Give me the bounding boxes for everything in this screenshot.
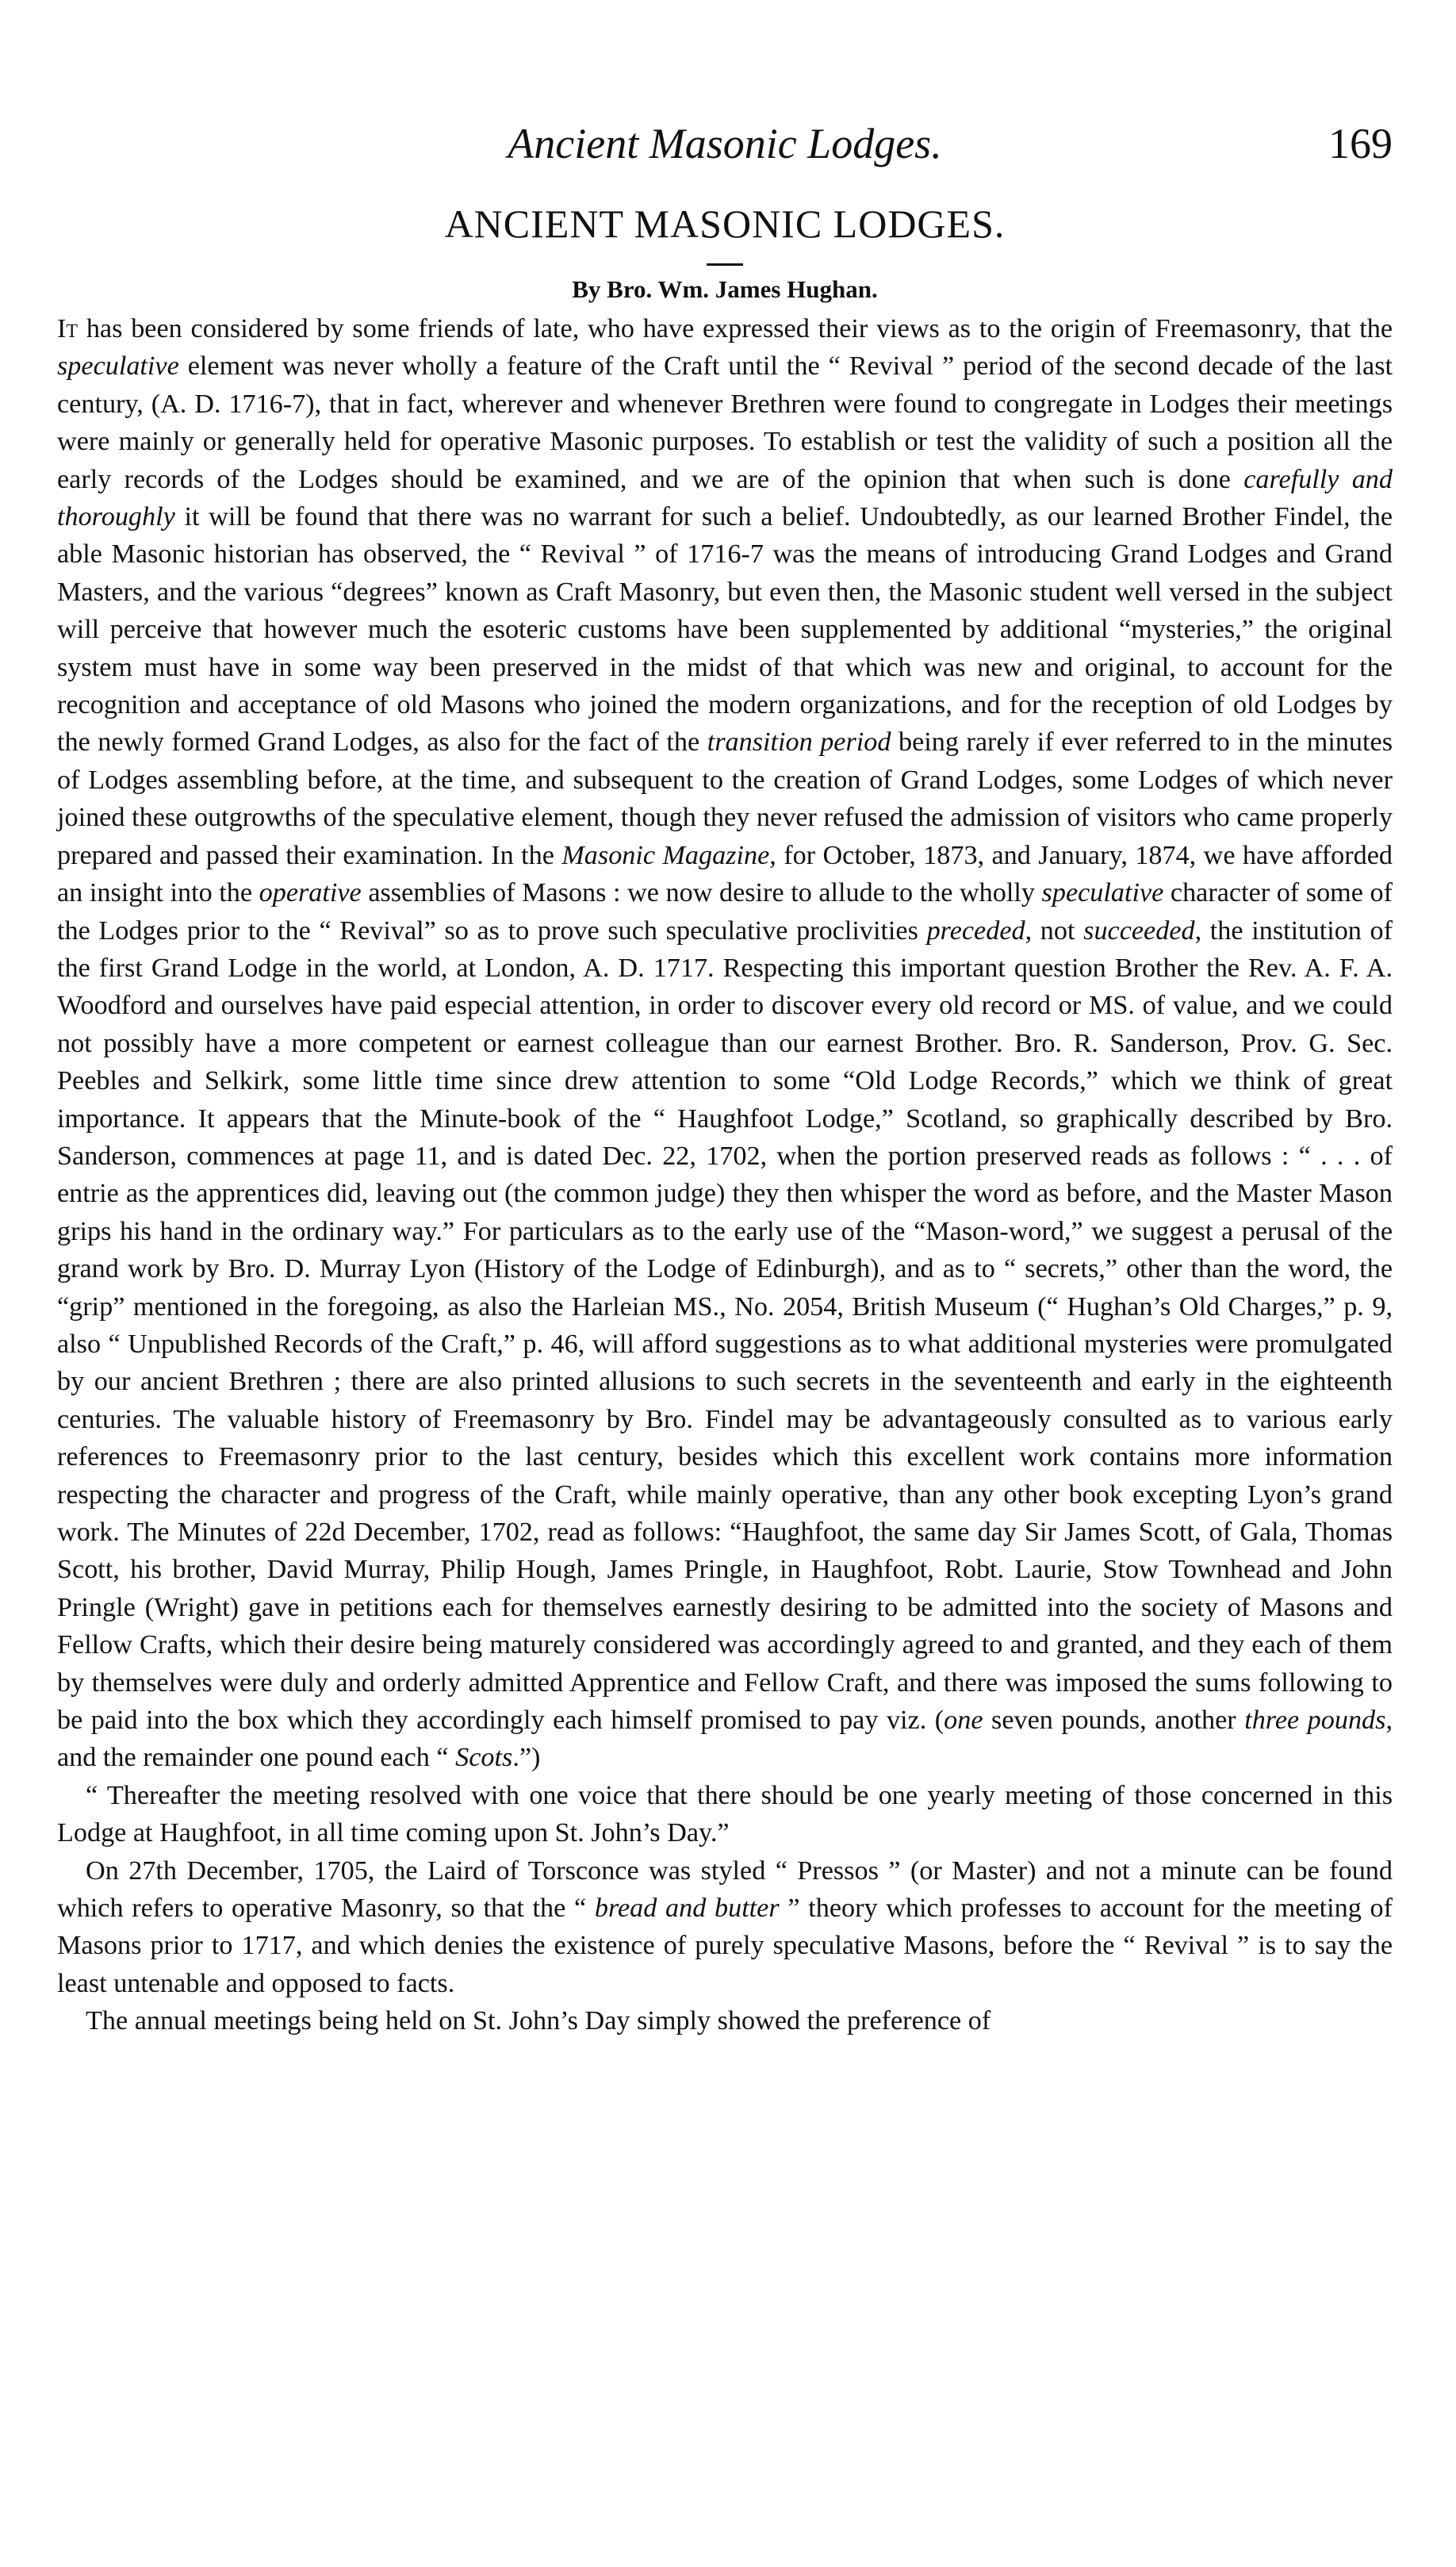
italic-text: preceded [926, 915, 1025, 946]
italic-text: operative [259, 878, 362, 908]
paragraph: “ Thereafter the meeting resolved with one voice that there should be one yearly meeting of those concerned in this Lodge at Haughfoot, in all time coming upon St. John’s Day.” [57, 1780, 1393, 1848]
paragraph-lead: It [57, 314, 79, 343]
italic-text: bread and butter [594, 1894, 780, 1924]
running-header [57, 119, 1393, 182]
page-number: 169 [1328, 120, 1393, 167]
article-body [57, 310, 1393, 2040]
italic-text: succeeded [1083, 915, 1195, 946]
byline: By Bro. Wm. James Hughan. [572, 275, 878, 303]
italic-text: Scots [455, 1743, 513, 1773]
italic-text: one [944, 1706, 983, 1736]
italic-text: carefully and thoroughly [57, 464, 1393, 532]
page [57, 119, 1393, 2040]
italic-text: Masonic Magazine [561, 840, 770, 870]
paragraph: It has been considered by some friends of late, who have expressed their views as to the origin of Freemasonry, that the speculative element was never wholly a feature of the Craft until the “ Revival ” period of the second decade of the last century, (A. D. 1716-7), that in fact, wherever and whenever Brethren were found to congregate in Lodges their meetings were mainly or generally held for operative Masonic purposes. To establish or test the validity of such a position all the early records of the Lodges should be examined, and we are of the opinion that when such is done carefully and thoroughly it will be found that there was no warrant for such a belief. Undoubtedly, as our learned Brother Findel, the able Masonic historian has observed, the “ Revival ” of 1716-7 was the means of introducing Grand Lodges and Grand Masters, and the various “degrees” known as Craft Masonry, but even then, the Masonic student well versed in the subject will perceive that however much the esoteric customs have been supplemented by additional “mysteries,” the original system must have in some way been preserved in the midst of that which was new and original, to account for the recognition and acceptance of old Masons who joined the modern organizations, and for the reception of old Lodges by the newly formed Grand Lodges, as also for the fact of the transition period being rarely if ever referred to in the minutes of Lodges assembling before, at the time, and subsequent to the creation of Grand Lodges, some Lodges of which never joined these outgrowths of the speculative element, though they never refused the admission of visitors who came properly prepared and passed their examination. In the Masonic Magazine, for October, 1873, and January, 1874, we have afforded an insight into the operative assemblies of Masons : we now desire to allude to the wholly speculative character of some of the Lodges prior to the “ Revival” so as to prove such speculative proclivities preceded, not succeeded, the institution of the first Grand Lodge in the world, at London, A. D. 1717. Respecting this important question Brother the Rev. A. F. A. Woodford and ourselves have paid especial attention, in order to discover every old record or MS. of value, and we could not possibly have a more competent or earnest colleague than our earnest Brother. Bro. R. Sanderson, Prov. G. Sec. Peebles and Selkirk, some little time since drew attention to some “Old Lodge Records,” which we think of great importance. It appears that the Minute-book of the “ Haughfoot Lodge,” Scotland, so graphically described by Bro. Sanderson, commences at page 11, and is dated Dec. 22, 1702, when the portion preserved reads as follows : “ . . . of entrie as the apprentices did, leaving out (the common judge) they then whisper the word as before, and the Master Mason grips his hand in the ordinary way.” For particulars as to the early use of the “Mason-word,” we suggest a perusal of the grand work by Bro. D. Murray Lyon (History of the Lodge of Edinburgh), and as to “ secrets,” other than the word, the “grip” mentioned in the foregoing, as also the Harleian MS., No. 2054, British Museum (“ Hughan’s Old Charges,” p. 9, also “ Unpublished Records of the Craft,” p. 46, will afford suggestions as to what additional mysteries were promulgated by our ancient Brethren ; there are also printed allusions to such secrets in the seventeenth and early in the eighteenth centuries. The valuable history of Freemasonry by Bro. Findel may be advantageously consulted as to various early references to Freemasonry prior to the last century, besides which this excellent work contains more information respecting the character and progress of the Craft, while mainly operative, than any other book excepting Lyon’s grand work. The Minutes of 22d December, 1702, read as follows: “Haughfoot, the same day Sir James Scott, of Gala, Thomas Scott, his brother, David Murray, Philip Hough, James Pringle, in Haughfoot, Robt. Laurie, Stow Townhead and John Pringle (Wright) gave in petitions each for themselves earnestly desiring to be admitted into the society of Masons and Fellow Crafts, which their desire being maturely considered was accordingly agreed to and granted, and they each of them by themselves were duly and orderly admitted Apprentice and Fellow Craft, and there was imposed the sums following to be paid into the box which they accordingly each himself promised to pay viz. (one seven pounds, another three pounds, and the remainder one pound each “ Scots.”) [57, 314, 1393, 1773]
italic-text: transition period [707, 727, 891, 758]
italic-text: speculative [57, 351, 179, 382]
paragraph: On 27th December, 1705, the Laird of Torsconce was styled “ Pressos ” (or Master) and not a minute can be found which refers to operative Masonry, so that the “ bread and butter ” theory which professes to account for the meeting of Masons prior to 1717, and which denies the existence of purely speculative Masons, before the “ Revival ” is to say the least untenable and opposed to facts. [57, 1855, 1393, 1998]
running-title: Ancient Masonic Lodges. [508, 120, 942, 167]
italic-text: three pounds [1244, 1706, 1386, 1736]
article-title: ANCIENT MASONIC LODGES. [444, 201, 1006, 246]
title-rule [707, 263, 743, 266]
paragraph: The annual meetings being held on St. John’s Day simply showed the preference of [86, 2006, 991, 2036]
italic-text: speculative [1041, 878, 1164, 908]
